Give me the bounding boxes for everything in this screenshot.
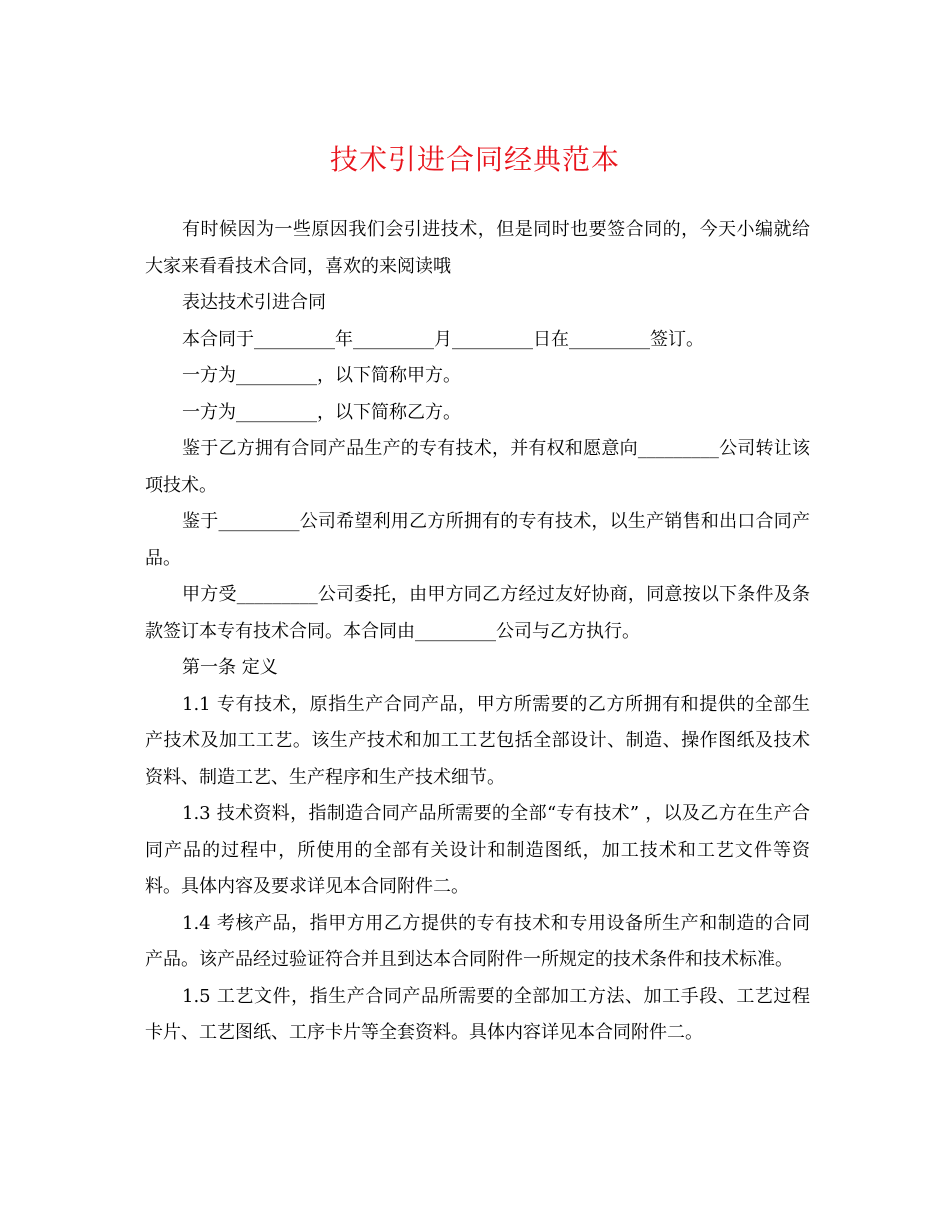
signing-date-line: 本合同于_________年_________月_________日在_________签订。 [182,328,704,350]
article-heading: 第一条 定义 [182,657,278,678]
intro-paragraph: 有时候因为一些原因我们会引进技术，但是同时也要签合同的，今天小编就给大家来看看技术合同，喜欢的来阅读哦 [145,219,810,277]
recital-paragraph: 甲方受_________公司委托，由甲方同乙方经过友好协商，同意按以下条件及条款签订本专有技术合同。本合同由_________公司与乙方执行。 [145,584,810,642]
clause-paragraph: 1.3 技术资料，指制造合同产品所需要的全部“专有技术” ，以及乙方在生产合同产品的过程中，所使用的全部有关设计和制造图纸，加工技术和工艺文件等资料。具体内容及要求详见本合同附件二。 [145,803,810,897]
party-a-line: 一方为_________，以下简称甲方。 [182,365,461,386]
document-body [145,212,810,1052]
recital-paragraph: 鉴于_________公司希望利用乙方所拥有的专有技术，以生产销售和出口合同产品。 [145,511,810,569]
clause-paragraph: 1.4 考核产品，指甲方用乙方提供的专有技术和专用设备所生产和制造的合同产品。该产品经过验证符合并且到达本合同附件一所规定的技术条件和技术标准。 [145,912,810,970]
contract-heading: 表达技术引进合同 [182,292,326,313]
document-title: 技术引进合同经典范本 [329,143,620,176]
recital-paragraph: 鉴于乙方拥有合同产品生产的专有技术，并有权和愿意向_________公司转让该项技术。 [145,438,810,496]
clause-paragraph: 1.1 专有技术，原指生产合同产品，甲方所需要的乙方所拥有和提供的全部生产技术及加工工艺。该生产技术和加工工艺包括全部设计、制造、操作图纸及技术资料、制造工艺、生产程序和生产技术细节。 [145,693,810,788]
party-b-line: 一方为_________，以下简称乙方。 [182,401,461,423]
clause-paragraph: 1.5 工艺文件，指生产合同产品所需要的全部加工方法、加工手段、工艺过程卡片、工艺图纸、工序卡片等全套资料。具体内容详见本合同附件二。 [145,985,810,1043]
